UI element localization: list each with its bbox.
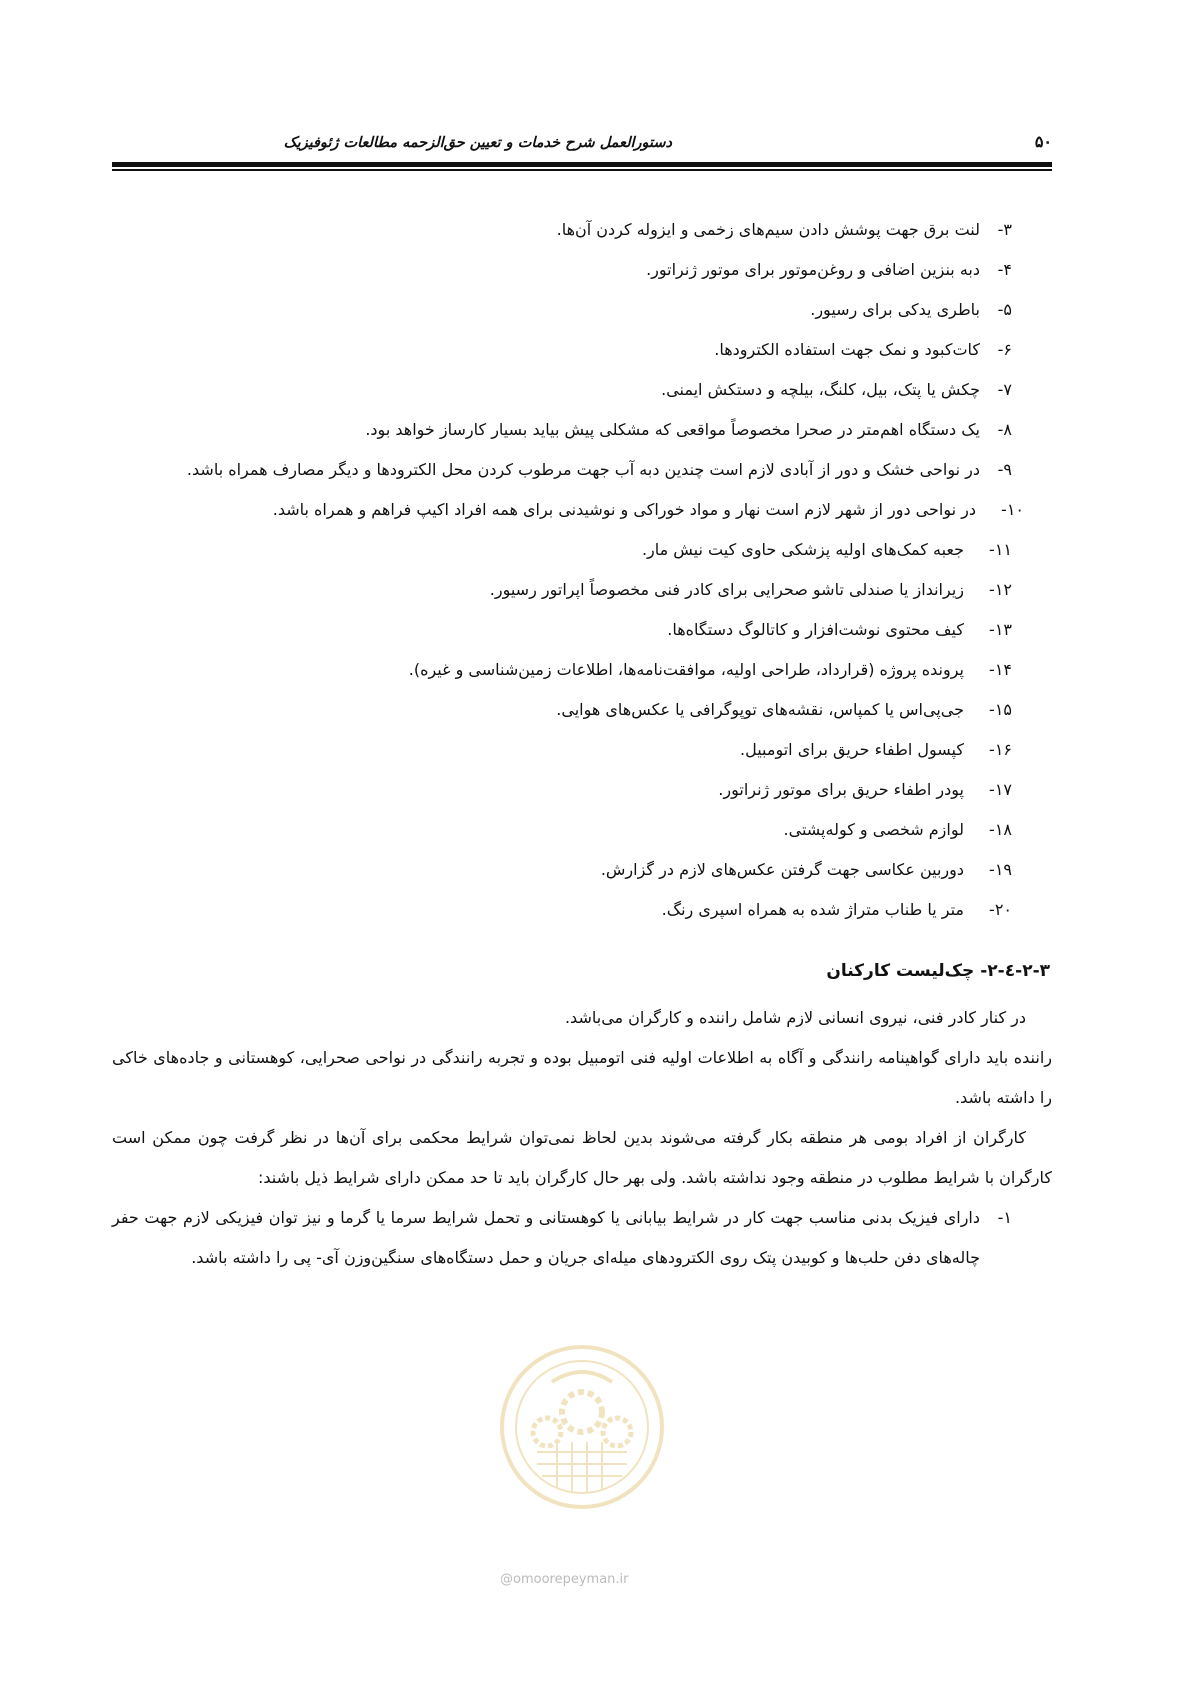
list-item [112,890,1052,930]
list-item-text: لنت برق جهت پوشش دادن سیم‌های زخمی و ایزوله کردن آن‌ها. [556,220,980,239]
list-item-text: دوربین عکاسی جهت گرفتن عکس‌های لازم در گزارش. [600,860,964,879]
seal-watermark-icon [497,1342,667,1512]
list-item-text: زیرانداز یا صندلی تاشو صحرایی برای کادر فنی مخصوصاً اپراتور رسیور. [489,580,964,599]
list-item-text: باطری یدکی برای رسیور. [810,300,980,319]
list-item [112,330,1052,370]
list-item-text: در نواحی دور از شهر لازم است نهار و مواد خوراکی و نوشیدنی برای همه افراد اکیپ فراهم و همراه باشد. [272,500,976,519]
list-item-text: کپسول اطفاء حریق برای اتومبیل. [740,740,964,759]
list-item-number: ۱۱- [989,540,1012,559]
list-item [112,850,1052,890]
list-item-text: در نواحی خشک و دور از آبادی لازم است چندین دبه آب جهت مرطوب کردن محل الکترودها و دیگر مصارف همراه باشد. [186,460,980,479]
list-item-text: جعبه کمک‌های اولیه پزشکی حاوی کیت نیش مار. [641,540,964,559]
watermark-url: @omoorepeyman.ir [500,1572,629,1587]
page-content [112,210,1052,1278]
section-heading: ۲-۳-٤-۲- چک‌لیست کارکنان [826,961,1050,981]
header-rule-thick [112,162,1052,167]
list-item [112,610,1052,650]
list-item [112,450,1052,490]
paragraph: در کنار کادر فنی، نیروی انسانی لازم شامل راننده و کارگران می‌باشد. [564,1008,1026,1027]
list-item-text: دارای فیزیک بدنی مناسب جهت کار در شرایط بیابانی یا کوهستانی و تحمل شرایط سرما یا گرما و نیز توان فیزیکی لازم جهت حفر چاله‌های دفن حلب‌ها و کوبیدن پتک روی الکترودهای میله‌ای جریان و حمل دستگاه‌های سنگین‌وزن آی- پی را داشته باشد. [112,1208,980,1267]
paragraph: کارگران از افراد بومی هر منطقه بکار گرفته می‌شوند بدین لحاظ نمی‌توان شرایط محکمی برای آن‌ها در نظر گرفت چون ممکن است کارگران با شرایط مطلوب در منطقه وجود نداشته باشد. ولی بهر حال کارگران باید تا حد ممکن دارای شرایط ذیل باشند: [112,1128,1052,1187]
list-item-number: ۱۳- [989,620,1012,639]
list-item-number: ۷- [997,380,1012,399]
list-item [112,770,1052,810]
list-item-text: کیف محتوی نوشت‌افزار و کاتالوگ دستگاه‌ها. [667,620,964,639]
list-item [112,490,1052,530]
list-item-number: ۱۴- [989,660,1012,679]
list-item-text: پودر اطفاء حریق برای موتور ژنراتور. [718,780,964,799]
list-item-text: یک دستگاه اهم‌متر در صحرا مخصوصاً مواقعی که مشکلی پیش بیاید بسیار کارساز خواهد بود. [365,420,980,439]
list-item [112,730,1052,770]
list-item-text: لوازم شخصی و کوله‌پشتی. [783,820,964,839]
list-item [112,650,1052,690]
list-item-number: ۱۹- [989,860,1012,879]
list-item [112,1198,1052,1278]
list-item [112,530,1052,570]
list-item-text: چکش یا پتک، بیل، کلنگ، بیلچه و دستکش ایمنی. [661,380,980,399]
equipment-list [112,210,1052,930]
page-number: ۵۰ [1034,132,1052,151]
page-header [112,126,1052,156]
list-item-number: ۶- [997,340,1012,359]
list-item [112,370,1052,410]
list-item-number: ۲۰- [989,900,1012,919]
list-item-number: ۱۷- [989,780,1012,799]
header-rule-thin [112,169,1052,171]
list-item-number: ۱۶- [989,740,1012,759]
paragraph: راننده باید دارای گواهینامه رانندگی و آگاه به اطلاعات اولیه فنی اتومبیل بوده و تجربه رانندگی در نواحی صحرایی، کوهستانی و جاده‌های خاکی را داشته باشد. [112,1048,1052,1107]
list-item-number: ۸- [997,420,1012,439]
list-item-number: ۱۸- [989,820,1012,839]
list-item [112,210,1052,250]
list-item-number: ۴- [997,260,1012,279]
list-item [112,810,1052,850]
list-item-number: ۱۰- [1001,500,1024,519]
list-item [112,250,1052,290]
list-item-number: ۵- [997,300,1012,319]
running-title: دستورالعمل شرح خدمات و تعیین حق‌الزحمه مطالعات ژئوفیزیک [283,134,672,151]
list-item-text: کات‌کبود و نمک جهت استفاده الکترودها. [714,340,980,359]
list-item-number: ۱۲- [989,580,1012,599]
list-item [112,690,1052,730]
list-item-number: ۹- [997,460,1012,479]
list-item-text: دبه بنزین اضافی و روغن‌موتور برای موتور ژنراتور. [646,260,980,279]
list-item-text: پرونده پروژه (قرارداد، طراحی اولیه، موافقت‌نامه‌ها، اطلاعات زمین‌شناسی و غیره). [408,660,964,679]
list-item [112,410,1052,450]
list-item-number: ۳- [997,220,1012,239]
list-item-number: ۱۵- [989,700,1012,719]
list-item [112,290,1052,330]
list-item-text: جی‌پی‌اس یا کمپاس، نقشه‌های توپوگرافی یا عکس‌های هوایی. [556,700,964,719]
list-item [112,570,1052,610]
list-item-text: متر یا طناب متراژ شده به همراه اسپری رنگ. [661,900,964,919]
list-item-number: ۱- [997,1208,1012,1227]
